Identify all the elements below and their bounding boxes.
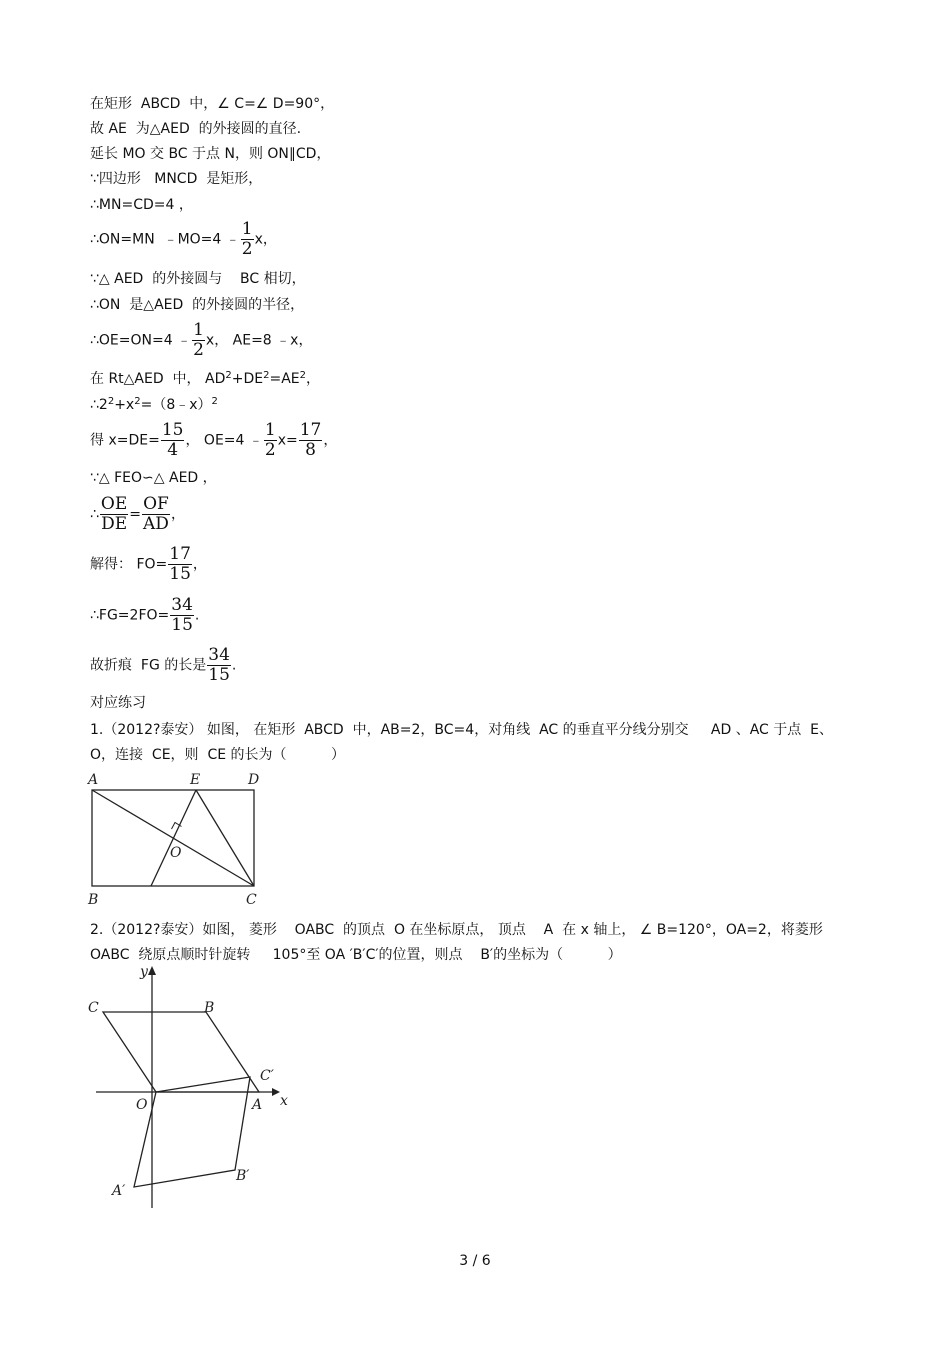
solution-line-9 — [90, 321, 312, 360]
text: ∴ — [90, 506, 99, 523]
label-c: C — [88, 1000, 99, 1016]
text: x， AE=8 ﹣x， — [205, 332, 313, 349]
y-axis-arrow — [148, 966, 156, 975]
text: ∴ON=MN ﹣MO=4 ﹣ — [90, 231, 240, 248]
numerator: 15 — [161, 420, 184, 440]
denominator: 2 — [241, 239, 253, 259]
solution-line-1: 在矩形 ABCD 中，∠ C=∠ D=90°， — [90, 96, 335, 112]
question-2-line-2: OABC 绕原点顺时针旋转 105°至 OA ′B′C′的位置，则点 B′的坐标为（ ） — [90, 947, 622, 963]
numerator: 1 — [193, 320, 204, 340]
denominator: 15 — [169, 564, 191, 584]
segment-ce — [196, 790, 254, 886]
solution-line-15 — [90, 545, 207, 584]
denominator: 4 — [167, 440, 179, 460]
label-b-prime: B′ — [236, 1168, 250, 1184]
practice-heading: 对应练习 — [90, 695, 146, 711]
solution-line-2: 故 AE 为△AED 的外接圆的直径. — [90, 121, 302, 137]
exponent: 2 — [107, 396, 115, 407]
fraction — [192, 321, 205, 360]
text: 故折痕 FG 的长是 — [90, 657, 207, 674]
text: ， — [323, 432, 338, 449]
figure-rhombus-rotation — [86, 962, 306, 1212]
solution-line-16 — [90, 596, 199, 635]
solution-line-10 — [90, 370, 320, 388]
exponent: 2 — [299, 370, 306, 381]
label-a: A — [252, 1097, 263, 1113]
exponent: 2 — [225, 370, 232, 381]
perpendicular-bisector — [151, 790, 196, 886]
label-c-prime: C′ — [260, 1068, 274, 1084]
solution-line-3: 延长 MO 交 BC 于点 N，则 ON∥CD， — [90, 146, 331, 162]
solution-line-5: ∴MN=CD=4 ， — [90, 197, 193, 213]
denominator: 8 — [305, 440, 316, 460]
text: =AE — [269, 371, 300, 387]
solution-line-11 — [90, 396, 218, 414]
text: =（8﹣x） — [140, 397, 212, 413]
label-b: B — [204, 1000, 215, 1016]
fraction — [142, 495, 170, 534]
question-1-line-2: O，连接 CE，则 CE 的长为（ ） — [90, 747, 346, 763]
exponent: 2 — [211, 396, 218, 407]
solution-line-17 — [90, 646, 236, 685]
fraction — [100, 495, 128, 534]
numerator: 17 — [169, 544, 191, 564]
fraction — [168, 545, 192, 584]
solution-line-8: ∴ON 是△AED 的外接圆的半径， — [90, 297, 305, 313]
text: x， — [254, 231, 277, 248]
text: ∴2 — [90, 397, 108, 413]
rhombus-oabc — [103, 1012, 259, 1092]
text: ∴FG=2FO= — [90, 607, 170, 624]
text: = — [129, 506, 142, 523]
label-a-prime: A′ — [112, 1183, 126, 1199]
text: 在 Rt△AED 中， AD — [90, 371, 226, 387]
denominator: 2 — [264, 440, 276, 460]
label-b: B — [88, 892, 99, 908]
solution-line-7: ∵△ AED 的外接圆与 BC 相切， — [90, 271, 306, 287]
solution-line-6 — [90, 220, 277, 259]
numerator: OF — [143, 494, 169, 514]
numerator: 1 — [241, 219, 253, 239]
denominator: 15 — [171, 615, 193, 635]
label-c: C — [246, 892, 257, 908]
text: . — [231, 657, 237, 674]
exponent: 2 — [263, 370, 270, 381]
label-a: A — [88, 772, 99, 788]
question-2-line-1: 2.（2012?泰安）如图， 菱形 OABC 的顶点 O 在坐标原点， 顶点 A 在 x 轴上， ∠ B=120°，OA=2，将菱形 — [90, 922, 823, 938]
text: 得 x=DE= — [90, 432, 160, 449]
numerator: 34 — [208, 645, 230, 665]
fraction — [161, 421, 185, 460]
denominator: 15 — [208, 665, 230, 685]
text: ， OE=4 ﹣ — [185, 432, 263, 449]
fraction — [207, 646, 231, 685]
text: +x — [114, 397, 135, 413]
numerator: 17 — [299, 420, 322, 440]
solution-line-13: ∵△ FEO∽△ AED ， — [90, 470, 217, 486]
question-1-line-1: 1.（2012?泰安） 如图， 在矩形 ABCD 中，AB=2，BC=4，对角线 AC 的垂直平分线分别交 AD 、AC 于点 E、 — [90, 722, 834, 738]
text: x= — [277, 432, 298, 449]
fraction — [170, 596, 194, 635]
text: 解得： FO= — [90, 556, 168, 573]
label-y: y — [140, 964, 148, 980]
fraction — [264, 421, 277, 460]
text: ， — [306, 371, 320, 387]
page-number: 3 / 6 — [459, 1253, 491, 1269]
numerator: OE — [100, 494, 128, 514]
exponent: 2 — [134, 396, 141, 407]
denominator: AD — [143, 514, 169, 534]
solution-line-14 — [90, 495, 185, 534]
denominator: DE — [101, 514, 128, 534]
fraction — [241, 220, 254, 259]
label-d: D — [248, 772, 260, 788]
label-o: O — [136, 1097, 148, 1113]
text: ， — [170, 506, 185, 523]
label-e: E — [190, 772, 201, 788]
text: . — [194, 607, 200, 624]
x-axis-arrow — [272, 1088, 280, 1096]
solution-line-4: ∵四边形 MNCD 是矩形， — [90, 171, 263, 187]
text: +DE — [231, 371, 264, 387]
solution-line-12 — [90, 421, 337, 460]
numerator: 34 — [171, 595, 193, 615]
text: ∴OE=ON=4 ﹣ — [90, 332, 192, 349]
label-o: O — [170, 845, 182, 861]
fraction — [299, 421, 323, 460]
numerator: 1 — [264, 420, 276, 440]
figure-rectangle-abcd — [86, 768, 266, 910]
label-x: x — [280, 1093, 288, 1109]
denominator: 2 — [193, 340, 204, 360]
text: ， — [192, 556, 207, 573]
